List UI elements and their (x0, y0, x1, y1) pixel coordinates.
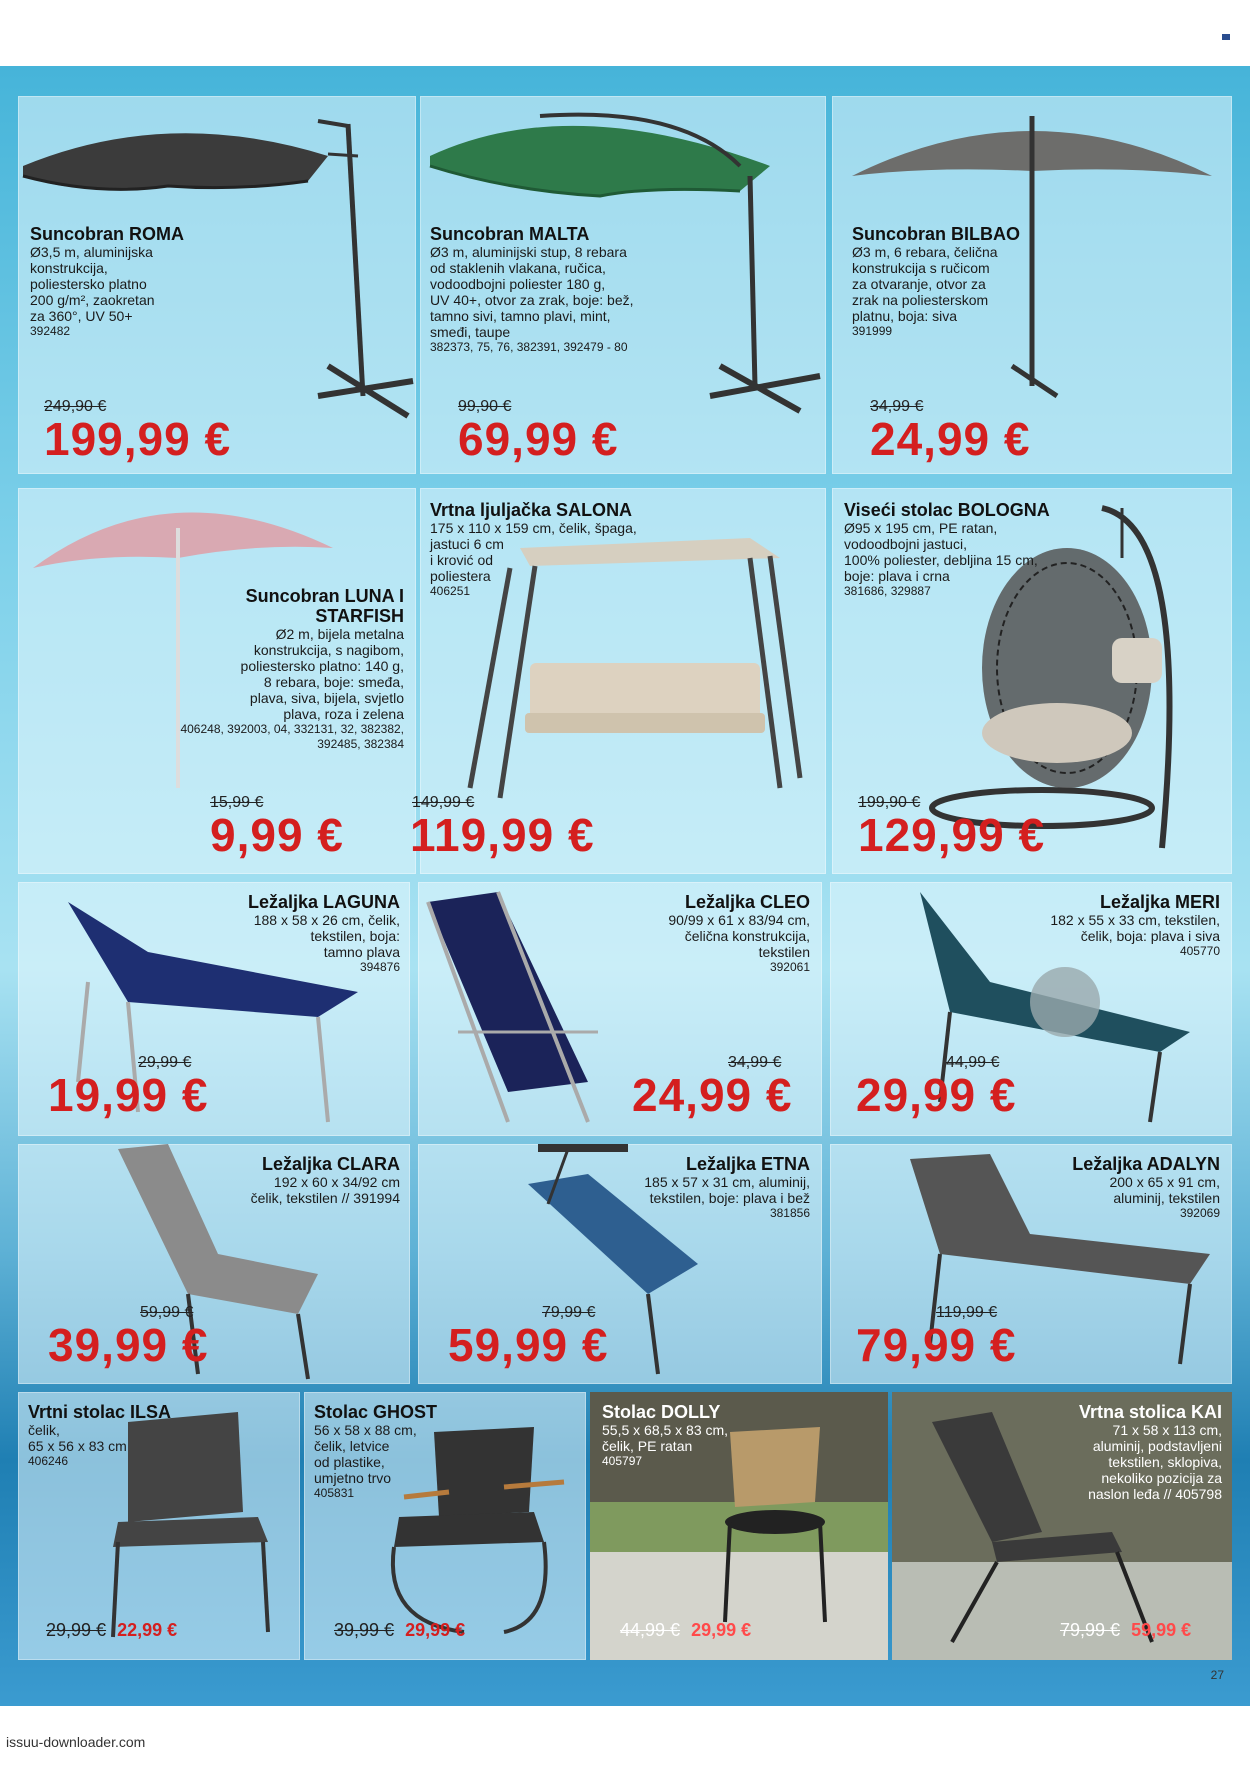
spec-line: Ø95 x 195 cm, PE ratan, (844, 520, 998, 536)
old-price: 44,99 € (620, 1620, 681, 1640)
current-price: 19,99 € (48, 1069, 209, 1121)
product-title: Ležaljka MERI (1099, 892, 1220, 912)
old-price: 34,99 € (728, 1054, 782, 1071)
spec-line: i krović od (430, 552, 494, 568)
price-row (334, 1620, 465, 1641)
spec-line: za 360°, UV 50+ (30, 308, 133, 324)
old-price: 199,90 € (858, 794, 921, 811)
spec-line: 182 x 55 x 33 cm, tekstilen, (1050, 912, 1220, 928)
product-cleo[interactable] (418, 882, 822, 1136)
spec-line: 192 x 60 x 34/92 cm (273, 1174, 400, 1190)
product-desc (30, 224, 270, 339)
spec-line: Ø3,5 m, aluminijska (30, 244, 153, 260)
spec-line: nekoliko pozicija za (1101, 1470, 1222, 1486)
product-code: 381856 (769, 1206, 810, 1220)
spec-line: čelik, tekstilen // 391994 (250, 1190, 400, 1206)
spec-line: za otvaranje, otvor za (852, 276, 986, 292)
product-title: Vrtna stolica KAI (1078, 1402, 1222, 1422)
product-code: 392482 (30, 324, 71, 338)
price-row (620, 1620, 751, 1641)
product-code: 405831 (314, 1486, 355, 1500)
current-price: 119,99 € (410, 809, 595, 861)
product-desc (430, 500, 710, 599)
product-luna[interactable] (18, 488, 416, 874)
spec-line: čelik, (28, 1422, 60, 1438)
spec-line: 55,5 x 68,5 x 83 cm, (602, 1422, 729, 1438)
product-dolly[interactable] (590, 1392, 888, 1660)
product-bologna[interactable] (832, 488, 1232, 874)
spec-line: od plastike, (314, 1454, 385, 1470)
product-code: 391999 (852, 324, 893, 338)
product-clara[interactable] (18, 1144, 410, 1384)
spec-line: tamno plava (323, 944, 400, 960)
old-price: 29,99 € (138, 1054, 192, 1071)
product-code: 394876 (359, 960, 400, 974)
product-code: 406248, 392003, 04, 332131, 32, 382382, 392485, 382384 (180, 722, 404, 751)
product-desc (844, 500, 1104, 599)
spec-line: aluminij, podstavljeni (1092, 1438, 1222, 1454)
spec-line: 90/99 x 61 x 83/94 cm, (668, 912, 810, 928)
product-code: 405797 (602, 1454, 643, 1468)
product-code: 406251 (430, 584, 471, 598)
spec-line: konstrukcija, (30, 260, 108, 276)
spec-line: konstrukcija, s nagibom, (253, 642, 404, 658)
product-code: 405770 (1179, 944, 1220, 958)
old-price: 29,99 € (46, 1620, 107, 1640)
current-price: 9,99 € (210, 809, 344, 861)
product-bilbao[interactable] (832, 96, 1232, 474)
product-desc (168, 586, 404, 752)
spec-line: zrak na poliesterskom (852, 292, 989, 308)
spec-line: smeđi, taupe (430, 324, 511, 340)
current-price: 29,99 € (691, 1620, 752, 1640)
current-price: 24,99 € (870, 413, 1031, 465)
product-desc (568, 1154, 810, 1221)
current-price: 29,99 € (405, 1620, 466, 1640)
spec-line: od staklenih vlakana, ručica, (430, 260, 606, 276)
product-desc (602, 1402, 802, 1469)
product-title: Ležaljka LAGUNA (247, 892, 400, 912)
spec-line: tekstilen, sklopiva, (1108, 1454, 1222, 1470)
spec-line: 56 x 58 x 88 cm, (314, 1422, 417, 1438)
product-roma[interactable] (18, 96, 416, 474)
product-desc (852, 224, 1052, 339)
spec-line: aluminij, tekstilen (1113, 1190, 1220, 1206)
price-row (1060, 1620, 1191, 1641)
product-desc (314, 1402, 514, 1501)
old-price: 34,99 € (870, 398, 924, 415)
old-price: 39,99 € (334, 1620, 395, 1640)
old-price: 15,99 € (210, 794, 264, 811)
spec-line: čelik, boja: plava i siva (1080, 928, 1220, 944)
product-code: 406246 (28, 1454, 69, 1468)
spec-line: poliestera (430, 568, 491, 584)
product-title: Stolac DOLLY (602, 1402, 721, 1422)
current-price: 129,99 € (858, 809, 1046, 861)
product-desc (178, 1154, 400, 1206)
spec-line: tamno sivi, tamno plavi, mint, (430, 308, 611, 324)
product-etna[interactable] (418, 1144, 822, 1384)
spec-line: čelična konstrukcija, (684, 928, 810, 944)
product-desc (28, 1402, 228, 1469)
spec-line: 188 x 58 x 26 cm, čelik, (253, 912, 400, 928)
old-price: 79,99 € (1060, 1620, 1121, 1640)
spec-line: 175 x 110 x 159 cm, čelik, špaga, (430, 520, 637, 536)
spec-line: čelik, letvice (314, 1438, 390, 1454)
current-price: 39,99 € (48, 1319, 209, 1371)
spec-line: plava, roza i zelena (283, 706, 404, 722)
top-bar (0, 0, 1250, 66)
old-price: 249,90 € (44, 398, 107, 415)
old-price: 59,99 € (140, 1304, 194, 1321)
spec-line: 71 x 58 x 113 cm, (1112, 1422, 1222, 1438)
spec-line: vodoodbojni poliester 180 g, (430, 276, 606, 292)
product-title: Suncobran MALTA (430, 224, 590, 244)
current-price: 29,99 € (856, 1069, 1017, 1121)
product-code: 392061 (769, 960, 810, 974)
spec-line: poliestersko platno (30, 276, 147, 292)
current-price: 79,99 € (856, 1319, 1017, 1371)
spec-line: naslon leđa // 405798 (1088, 1486, 1222, 1502)
product-kai[interactable] (892, 1392, 1232, 1660)
source-text: issuu-downloader.com (6, 1734, 146, 1750)
corner-mark (1222, 34, 1230, 40)
current-price: 69,99 € (458, 413, 619, 465)
product-ghost[interactable] (304, 1392, 586, 1660)
product-adalyn[interactable] (830, 1144, 1232, 1384)
spec-line: tekstilen, boja: (310, 928, 400, 944)
product-title: Vrtna ljuljačka SALONA (430, 500, 633, 520)
product-title: Ležaljka CLEO (684, 892, 810, 912)
product-title: Suncobran LUNA I STARFISH (245, 586, 404, 626)
spec-line: Ø3 m, 6 rebara, čelična (852, 244, 998, 260)
old-price: 99,90 € (458, 398, 512, 415)
product-desc (430, 224, 730, 355)
spec-line: čelik, PE ratan (602, 1438, 693, 1454)
spec-line: 65 x 56 x 83 cm (28, 1438, 127, 1454)
spec-line: vodoodbojni jastuci, (844, 536, 967, 552)
product-laguna[interactable] (18, 882, 410, 1136)
product-meri[interactable] (830, 882, 1232, 1136)
product-salona[interactable] (410, 488, 826, 874)
spec-line: plava, siva, bijela, svjetlo (249, 690, 404, 706)
footer (0, 1706, 1250, 1768)
old-price: 149,99 € (412, 794, 475, 811)
spec-line: tekstilen, boje: plava i bež (649, 1190, 810, 1206)
spec-line: konstrukcija s ručicom (852, 260, 990, 276)
current-price: 59,99 € (1131, 1620, 1192, 1640)
product-title: Ležaljka ETNA (685, 1154, 810, 1174)
product-code: 382373, 75, 76, 382391, 392479 - 80 (430, 340, 628, 354)
product-title: Ležaljka CLARA (261, 1154, 400, 1174)
product-malta[interactable] (420, 96, 826, 474)
spec-line: jastuci 6 cm (430, 536, 504, 552)
spec-line: UV 40+, otvor za zrak, boje: bež, (430, 292, 634, 308)
product-desc (990, 1154, 1220, 1221)
current-price: 24,99 € (632, 1069, 793, 1121)
product-desc (1042, 1402, 1222, 1502)
spec-line: umjetno trvo (314, 1470, 392, 1486)
product-title: Vrtni stolac ILSA (28, 1402, 172, 1422)
product-title: Suncobran ROMA (30, 224, 185, 244)
spec-line: 200 g/m², zaokretan (30, 292, 155, 308)
spec-line: 100% poliester, debljina 15 cm, (844, 552, 1038, 568)
product-code: 381686, 329887 (844, 584, 931, 598)
spec-line: Ø3 m, aluminijski stup, 8 rebara (430, 244, 627, 260)
spec-line: 8 rebara, boje: smeđa, (263, 674, 404, 690)
product-desc (588, 892, 810, 975)
spec-line: tekstilen (758, 944, 810, 960)
spec-line: poliestersko platno: 140 g, (240, 658, 404, 674)
product-desc (960, 892, 1220, 959)
spec-line: 185 x 57 x 31 cm, aluminij, (644, 1174, 810, 1190)
old-price: 79,99 € (542, 1304, 596, 1321)
product-code: 392069 (1179, 1206, 1220, 1220)
product-title: Viseći stolac BOLOGNA (844, 500, 1050, 520)
spec-line: Ø2 m, bijela metalna (275, 626, 404, 642)
page-number: 27 (1210, 1668, 1224, 1682)
product-ilsa[interactable] (18, 1392, 300, 1660)
price-row (46, 1620, 177, 1641)
product-desc (178, 892, 400, 975)
current-price: 22,99 € (117, 1620, 178, 1640)
spec-line: 200 x 65 x 91 cm, (1109, 1174, 1220, 1190)
old-price: 44,99 € (946, 1054, 1000, 1071)
product-title: Stolac GHOST (314, 1402, 438, 1422)
current-price: 59,99 € (448, 1319, 609, 1371)
product-title: Ležaljka ADALYN (1072, 1154, 1220, 1174)
product-title: Suncobran BILBAO (852, 224, 1021, 244)
spec-line: platnu, boja: siva (852, 308, 958, 324)
current-price: 199,99 € (44, 413, 232, 465)
spec-line: boje: plava i crna (844, 568, 950, 584)
old-price: 119,99 € (936, 1304, 998, 1321)
